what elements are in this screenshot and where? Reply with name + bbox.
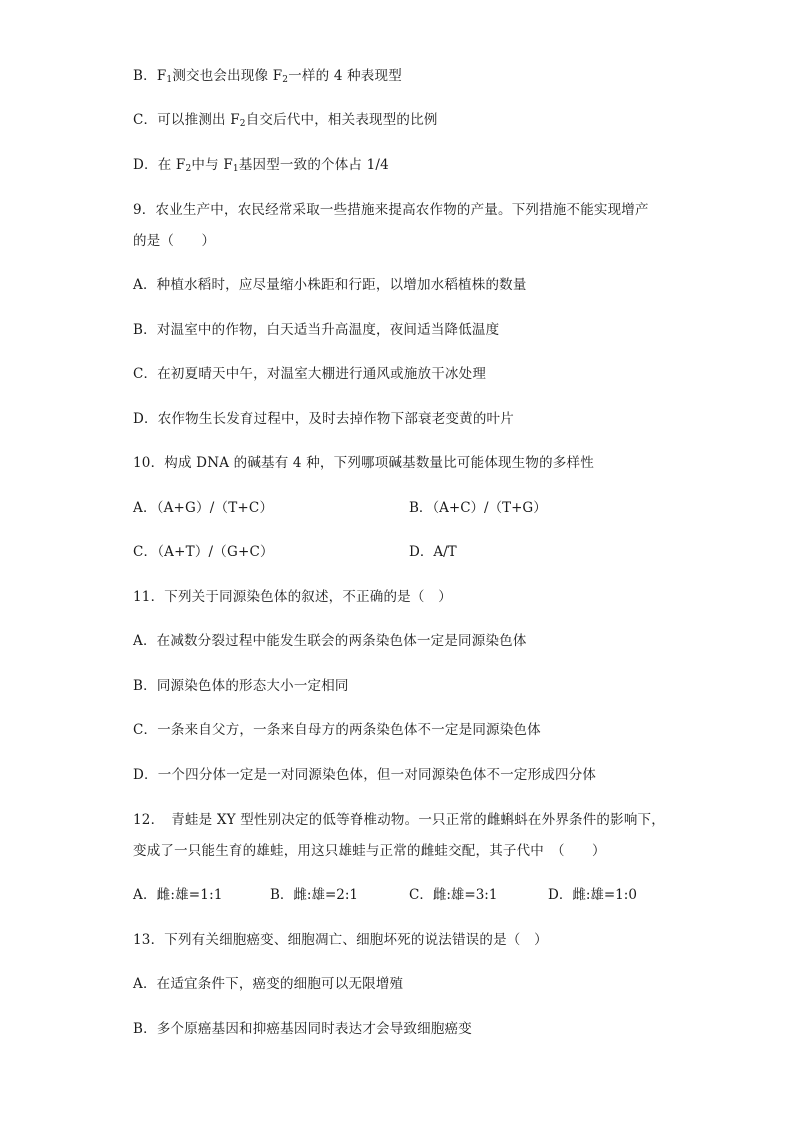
question-9-stem-cont: 的是（ ） bbox=[133, 233, 216, 249]
question-10-option-c: C．（A+T）/（G+C） bbox=[133, 544, 274, 560]
text: 自交后代中，相关表现型的比例 bbox=[245, 112, 438, 128]
question-12-option-a: A．雌:雄=1:1 bbox=[133, 887, 223, 903]
subscript: 1 bbox=[232, 164, 239, 174]
question-11-option-a: A．在减数分裂过程中能发生联会的两条染色体一定是同源染色体 bbox=[133, 633, 527, 649]
option-c-line bbox=[133, 110, 438, 130]
question-13-option-a: A．在适宜条件下，癌变的细胞可以无限增殖 bbox=[133, 976, 404, 992]
question-9-option-b: B．对温室中的作物，白天适当升高温度，夜间适当降低温度 bbox=[133, 322, 500, 338]
text: 测交也会出现像 F bbox=[172, 68, 283, 84]
question-10-option-b: B．（A+C）/（T+G） bbox=[409, 500, 547, 516]
text: 基因型一致的个体占 1/4 bbox=[238, 157, 389, 173]
question-11-option-b: B．同源染色体的形态大小一定相同 bbox=[133, 678, 349, 694]
question-11-option-c: C．一条来自父方，一条来自母方的两条染色体不一定是同源染色体 bbox=[133, 722, 541, 738]
text: C．可以推测出 F bbox=[133, 112, 240, 128]
text: 一样的 4 种表现型 bbox=[288, 68, 402, 84]
subscript: 2 bbox=[185, 164, 192, 174]
text: 中与 F bbox=[191, 157, 233, 173]
subscript: 2 bbox=[239, 119, 246, 129]
question-11-option-d: D．一个四分体一定是一对同源染色体，但一对同源染色体不一定形成四分体 bbox=[133, 767, 597, 783]
question-9-option-c: C．在初夏晴天中午，对温室大棚进行通风或施放干冰处理 bbox=[133, 366, 487, 382]
subscript: 1 bbox=[166, 75, 173, 85]
question-12-option-c: C．雌:雄=3:1 bbox=[409, 887, 498, 903]
question-12-option-d: D．雌:雄=1:0 bbox=[548, 887, 637, 903]
question-12-stem: 12． 青蛙是 XY 型性别决定的低等脊椎动物。一只正常的雌蝌蚪在外界条件的影响下， bbox=[133, 812, 665, 828]
question-9-option-d: D．农作物生长发育过程中，及时去掉作物下部衰老变黄的叶片 bbox=[133, 411, 514, 427]
question-10-option-a: A．（A+G）/（T+C） bbox=[133, 500, 274, 516]
question-10-stem: 10．构成 DNA 的碱基有 4 种，下列哪项碱基数量比可能体现生物的多样性 bbox=[133, 455, 594, 471]
option-d-line bbox=[133, 155, 389, 175]
option-b-line bbox=[133, 66, 402, 86]
question-9-stem: 9．农业生产中，农民经常采取一些措施来提高农作物的产量。下列措施不能实现增产 bbox=[133, 202, 649, 218]
question-12-stem-cont: 变成了一只能生育的雄蛙，用这只雄蛙与正常的雌蛙交配，其子代中 （ ） bbox=[133, 843, 606, 859]
question-13-stem: 13．下列有关细胞癌变、细胞凋亡、细胞坏死的说法错误的是（ ） bbox=[133, 932, 548, 948]
subscript: 2 bbox=[282, 75, 289, 85]
question-9-option-a: A．种植水稻时，应尽量缩小株距和行距，以增加水稻植株的数量 bbox=[133, 277, 527, 293]
question-12-option-b: B．雌:雄=2:1 bbox=[270, 887, 359, 903]
question-11-stem: 11．下列关于同源染色体的叙述，不正确的是（ ） bbox=[133, 589, 452, 605]
text: B．F bbox=[133, 68, 167, 84]
text: D．在 F bbox=[133, 157, 186, 173]
question-13-option-b: B．多个原癌基因和抑癌基因同时表达才会导致细胞癌变 bbox=[133, 1021, 472, 1037]
question-10-option-d: D．A/T bbox=[409, 544, 457, 560]
